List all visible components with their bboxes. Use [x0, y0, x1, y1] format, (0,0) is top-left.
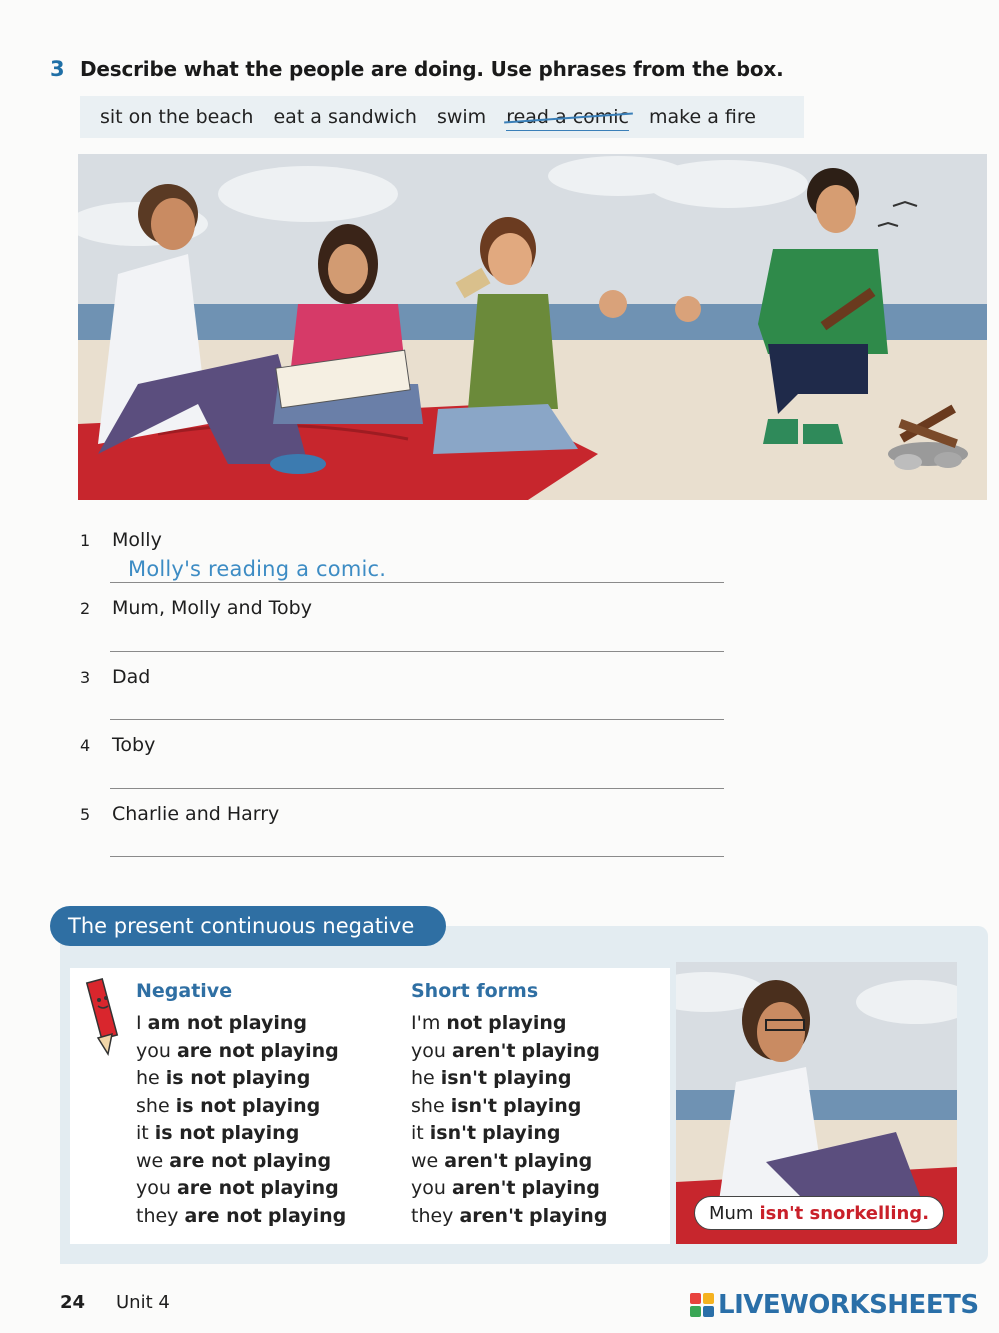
- caption-subject: Mum: [708, 1202, 754, 1224]
- form-ing: playing: [260, 1039, 339, 1062]
- answer-line-2[interactable]: [110, 651, 724, 652]
- form-verb: is not: [165, 1067, 226, 1089]
- form-verb: not: [446, 1012, 483, 1034]
- liveworksheets-logo-icon: [690, 1293, 714, 1317]
- caption-negative: isn't snorkelling.: [759, 1202, 930, 1224]
- form-verb: am not: [147, 1012, 223, 1034]
- form-ing: playing: [488, 1012, 567, 1034]
- form-ing: playing: [241, 1094, 321, 1117]
- form-ing: playing: [521, 1039, 600, 1062]
- negative-form-row: [136, 1150, 331, 1172]
- negative-form-row: [136, 1177, 339, 1199]
- form-subject: we: [136, 1149, 164, 1172]
- form-ing: playing: [529, 1204, 608, 1227]
- form-subject: they: [136, 1204, 179, 1227]
- form-ing: playing: [513, 1149, 593, 1172]
- form-subject: we: [411, 1149, 439, 1172]
- question-1: 1 Molly: [80, 529, 162, 551]
- negative-form-row: [136, 1205, 346, 1227]
- form-ing: playing: [267, 1204, 347, 1227]
- short-form-row: [411, 1177, 600, 1199]
- form-verb: isn't: [440, 1067, 488, 1089]
- mum-caption: [694, 1196, 944, 1230]
- liveworksheets-logo[interactable]: [690, 1290, 979, 1320]
- form-subject: it: [411, 1122, 424, 1144]
- form-verb: isn't: [429, 1122, 477, 1144]
- short-form-row: [411, 1122, 560, 1144]
- form-subject: you: [136, 1039, 171, 1062]
- negative-form-row: [136, 1012, 307, 1034]
- form-verb: aren't: [459, 1204, 523, 1227]
- negative-heading: Negative: [136, 980, 233, 1002]
- form-verb: aren't: [451, 1039, 516, 1062]
- question-4: 4 Toby: [80, 734, 156, 756]
- form-subject: he: [136, 1067, 160, 1089]
- short-form-row: [411, 1067, 571, 1089]
- brand-text: LIVEWORKSHEETS: [718, 1290, 979, 1320]
- phrase-item: sit on the beach: [100, 106, 254, 128]
- negative-form-row: [136, 1122, 299, 1144]
- grammar-title: The present continuous negative: [50, 906, 446, 946]
- form-verb: aren't: [444, 1149, 508, 1172]
- form-ing: playing: [493, 1067, 572, 1089]
- form-ing: playing: [220, 1122, 300, 1144]
- question-prompt: Dad: [112, 666, 151, 688]
- form-verb: is not: [175, 1094, 236, 1117]
- exercise-number: 3: [50, 57, 65, 81]
- question-prompt: Charlie and Harry: [112, 803, 280, 825]
- form-ing: playing: [482, 1122, 561, 1144]
- form-verb: are not: [169, 1149, 247, 1172]
- form-subject: you: [411, 1039, 446, 1062]
- form-subject: it: [136, 1122, 149, 1144]
- phrase-item: swim: [436, 106, 487, 128]
- form-verb: aren't: [451, 1177, 516, 1199]
- phrase-item-crossed-out: read a comic: [506, 106, 630, 128]
- form-verb: are not: [184, 1204, 262, 1227]
- form-verb: is not: [154, 1122, 215, 1144]
- question-5: 5 Charlie and Harry: [80, 803, 280, 825]
- form-subject: you: [411, 1177, 446, 1199]
- short-form-row: [411, 1095, 581, 1117]
- unit-label: Unit 4: [116, 1292, 170, 1313]
- negative-form-row: [136, 1067, 310, 1089]
- exercise-title: Describe what the people are doing. Use phrases from the box.: [80, 57, 784, 81]
- question-prompt: Toby: [112, 734, 156, 756]
- question-3: 3 Dad: [80, 666, 151, 688]
- answer-line-3[interactable]: [110, 719, 724, 720]
- short-form-row: [411, 1040, 600, 1062]
- pencil-icon: [84, 972, 124, 1062]
- beach-scene-illustration: [78, 154, 987, 500]
- form-subject: I: [136, 1012, 142, 1034]
- question-prompt: Molly: [112, 529, 162, 551]
- answer-line-4[interactable]: [110, 788, 724, 789]
- form-subject: they: [411, 1204, 454, 1227]
- form-subject: she: [411, 1094, 445, 1117]
- form-verb: isn't: [450, 1094, 497, 1117]
- phrase-item: make a fire: [649, 106, 756, 128]
- form-ing: playing: [260, 1177, 339, 1199]
- short-forms-heading: Short forms: [411, 980, 539, 1002]
- form-subject: she: [136, 1094, 170, 1117]
- form-ing: playing: [228, 1012, 307, 1034]
- short-form-row: [411, 1012, 566, 1034]
- phrase-box: [80, 96, 804, 138]
- form-ing: playing: [502, 1094, 582, 1117]
- form-ing: playing: [231, 1067, 311, 1089]
- phrase-item: eat a sandwich: [273, 106, 417, 128]
- negative-form-row: [136, 1040, 339, 1062]
- form-ing: playing: [521, 1177, 600, 1199]
- page-number: 24: [60, 1292, 86, 1313]
- form-subject: you: [136, 1177, 171, 1199]
- form-subject: he: [411, 1067, 435, 1089]
- form-subject: I'm: [411, 1012, 441, 1034]
- short-form-row: [411, 1150, 592, 1172]
- form-ing: playing: [252, 1149, 332, 1172]
- answer-line-5[interactable]: [110, 856, 724, 857]
- answer-1-text[interactable]: Molly's reading a comic.: [128, 557, 387, 581]
- question-prompt: Mum, Molly and Toby: [112, 597, 312, 619]
- question-2: 2 Mum, Molly and Toby: [80, 597, 312, 619]
- answer-line-1[interactable]: [110, 582, 724, 583]
- form-verb: are not: [176, 1039, 255, 1062]
- form-verb: are not: [176, 1177, 255, 1199]
- short-form-row: [411, 1205, 607, 1227]
- negative-form-row: [136, 1095, 320, 1117]
